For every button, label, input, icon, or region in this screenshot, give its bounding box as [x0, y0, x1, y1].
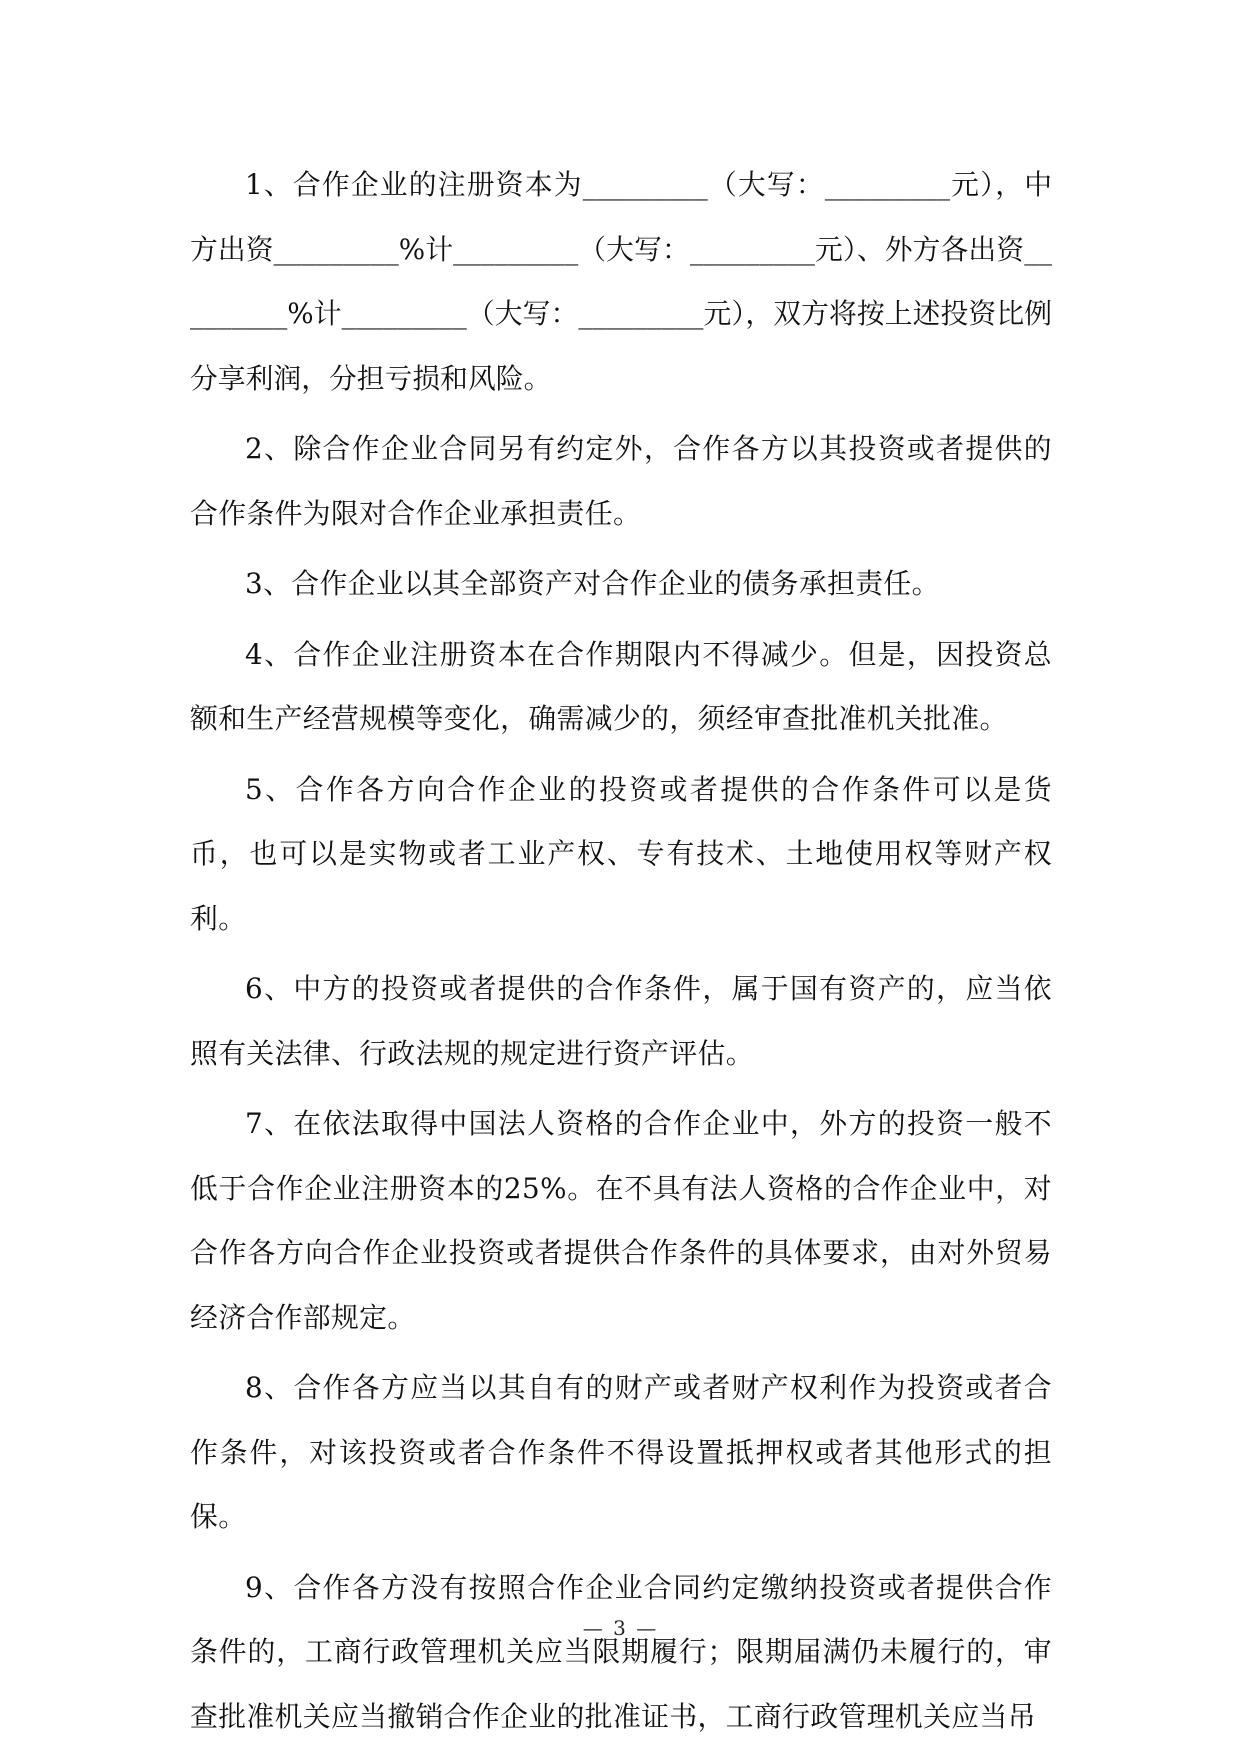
paragraph-8: 8、合作各方应当以其自有的财产或者财产权利作为投资或者合作条件，对该投资或者合作条件不得设置抵押权或者其他形式的担保。 — [190, 1371, 1052, 1533]
paragraph-4: 4、合作企业注册资本在合作期限内不得减少。但是，因投资总额和生产经营规模等变化，确需减少的，须经审查批准机关批准。 — [190, 637, 1052, 735]
paragraph-1: 1、合作企业的注册资本为_________（大写：_________元），中方出资_________%计_________（大写：_________元）、外方各出资_________%计_________（大写：_________元），双方将按上述投资比例分享利润，分担亏损和风险。 — [190, 168, 1052, 395]
paragraph-5: 5、合作各方向合作企业的投资或者提供的合作条件可以是货币，也可以是实物或者工业产权、专有技术、土地使用权等财产权利。 — [190, 772, 1052, 935]
paragraph-6: 6、中方的投资或者提供的合作条件，属于国有资产的，应当依照有关法律、行政法规的规定进行资产评估。 — [190, 972, 1052, 1070]
paragraph-2: 2、除合作企业合同另有约定外，合作各方以其投资或者提供的合作条件为限对合作企业承担责任。 — [190, 432, 1052, 530]
paragraph-7: 7、在依法取得中国法人资格的合作企业中，外方的投资一般不低于合作企业注册资本的25%。在不具有法人资格的合作企业中，对合作各方向合作企业投资或者提供合作条件的具体要求，由对外贸易经济合作部规定。 — [190, 1107, 1052, 1334]
document-body — [190, 153, 1052, 1755]
page-number: — 3 — — [582, 1616, 659, 1640]
paragraph-3: 3、合作企业以其全部资产对合作企业的债务承担责任。 — [245, 567, 940, 600]
paragraph-9: 9、合作各方没有按照合作企业合同约定缴纳投资或者提供合作条件的，工商行政管理机关应当限期履行；限期届满仍未履行的，审查批准机关应当撤销合作企业的批准证书，工商行政管理机关应当吊 — [190, 1570, 1052, 1733]
